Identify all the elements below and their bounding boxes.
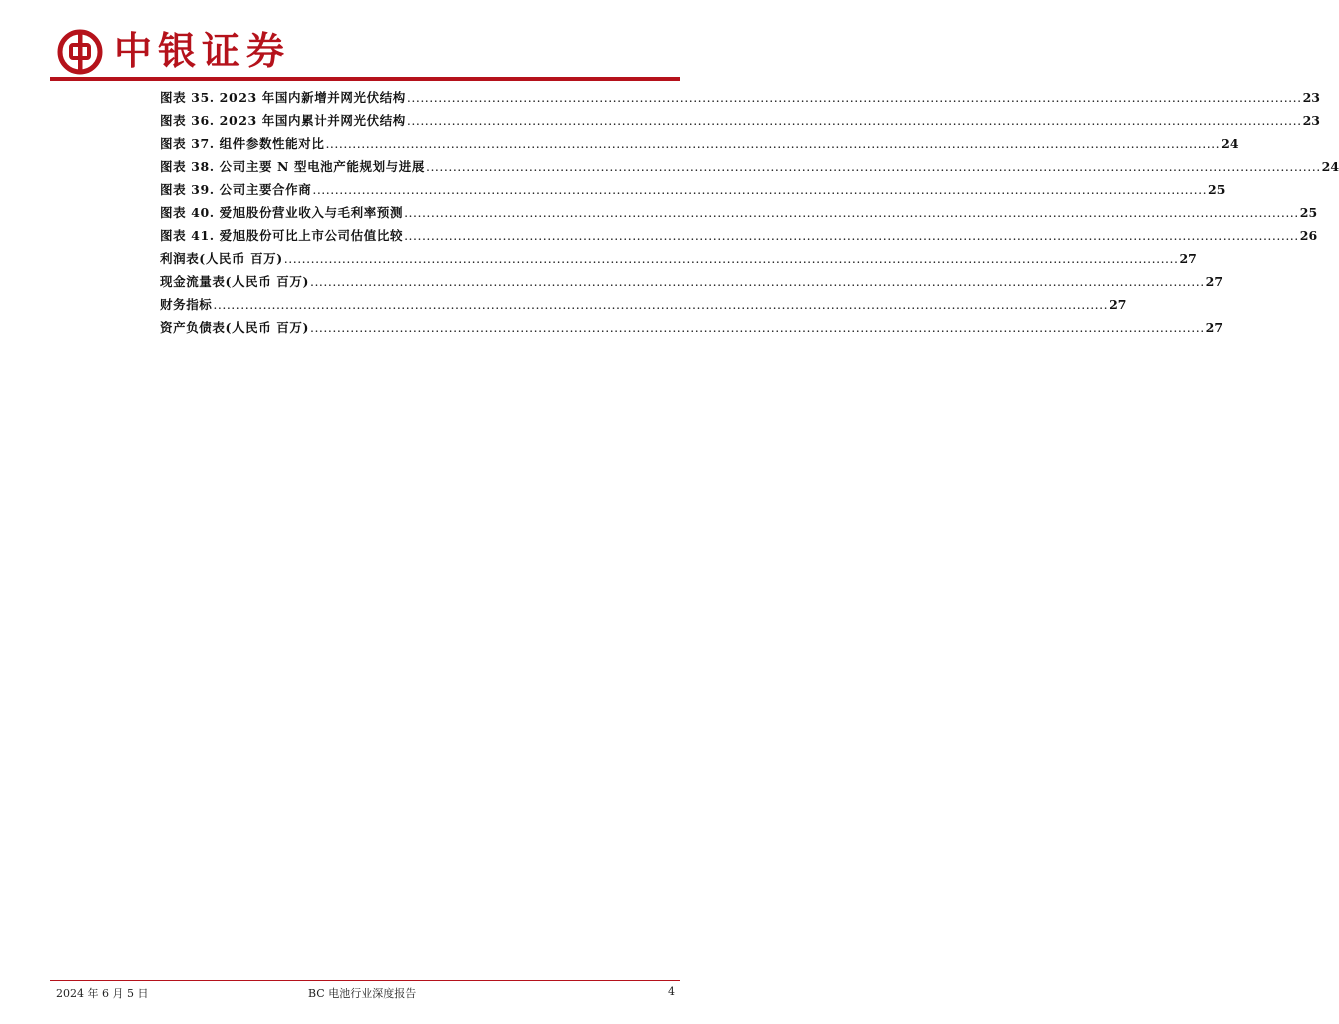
footer-page-number: 4 [668, 985, 675, 998]
toc-entry[interactable] [160, 247, 1197, 270]
bank-of-china-logo-icon [57, 29, 103, 75]
toc-entry[interactable] [160, 293, 1127, 316]
toc-entry[interactable] [160, 132, 1239, 155]
toc-dot-leader: ........................................................................................................................................................................................................ [309, 274, 1205, 289]
toc-entry-page: 25 [1299, 205, 1318, 220]
toc-entry[interactable] [160, 155, 1339, 178]
toc-entry-page: 26 [1299, 228, 1318, 243]
toc-entry-page: 23 [1302, 90, 1320, 105]
toc-entry-page: 25 [1208, 182, 1226, 197]
brand-name: 中银证券 [114, 28, 291, 73]
toc-entry[interactable] [160, 178, 1226, 201]
toc-dot-leader: ........................................................................................................................................................................................................ [425, 159, 1321, 174]
toc-dot-leader: ........................................................................................................................................................................................................ [312, 182, 1208, 197]
toc-dot-leader: ........................................................................................................................................................................................................ [325, 136, 1221, 151]
toc-entry-page: 27 [1109, 297, 1127, 312]
footer-report-title: BC 电池行业深度报告 [308, 987, 417, 1000]
toc-entry-page: 27 [1205, 320, 1224, 335]
header-divider [50, 77, 680, 81]
toc-dot-leader: ........................................................................................................................................................................................................ [404, 228, 1299, 243]
table-of-contents [160, 86, 1339, 339]
toc-entry-title: 图表 38. 公司主要 N 型电池产能规划与进展 [160, 159, 425, 174]
footer-date: 2024 年 6 月 5 日 [56, 987, 149, 1000]
footer-divider [50, 980, 680, 981]
toc-entry-title: 利润表(人民币 百万) [160, 251, 283, 266]
toc-entry-title: 资产负债表(人民币 百万) [160, 320, 309, 335]
toc-dot-leader: ........................................................................................................................................................................................................ [213, 297, 1109, 312]
toc-entry[interactable] [160, 201, 1318, 224]
toc-entry-page: 23 [1302, 113, 1320, 128]
toc-entry[interactable] [160, 224, 1318, 247]
toc-entry[interactable] [160, 316, 1224, 339]
toc-dot-leader: ........................................................................................................................................................................................................ [283, 251, 1179, 266]
toc-entry-title: 图表 40. 爱旭股份营业收入与毛利率预测 [160, 205, 404, 220]
toc-dot-leader: ........................................................................................................................................................................................................ [406, 113, 1302, 128]
toc-entry-title: 财务指标 [160, 297, 213, 312]
toc-entry-title: 图表 35. 2023 年国内新增并网光伏结构 [160, 90, 406, 105]
toc-entry-page: 27 [1179, 251, 1197, 266]
toc-entry-title: 现金流量表(人民币 百万) [160, 274, 309, 289]
toc-entry-page: 27 [1205, 274, 1224, 289]
toc-entry-title: 图表 39. 公司主要合作商 [160, 182, 312, 197]
toc-entry-title: 图表 36. 2023 年国内累计并网光伏结构 [160, 113, 406, 128]
toc-entry-page: 24 [1221, 136, 1239, 151]
toc-entry-title: 图表 37. 组件参数性能对比 [160, 136, 325, 151]
toc-entry[interactable] [160, 109, 1320, 132]
toc-entry[interactable] [160, 86, 1320, 109]
toc-entry-page: 24 [1321, 159, 1339, 174]
toc-dot-leader: ........................................................................................................................................................................................................ [406, 90, 1302, 105]
page-header [0, 0, 724, 84]
toc-entry-title: 图表 41. 爱旭股份可比上市公司估值比较 [160, 228, 404, 243]
toc-dot-leader: ........................................................................................................................................................................................................ [309, 320, 1205, 335]
toc-dot-leader: ........................................................................................................................................................................................................ [404, 205, 1299, 220]
toc-entry[interactable] [160, 270, 1224, 293]
